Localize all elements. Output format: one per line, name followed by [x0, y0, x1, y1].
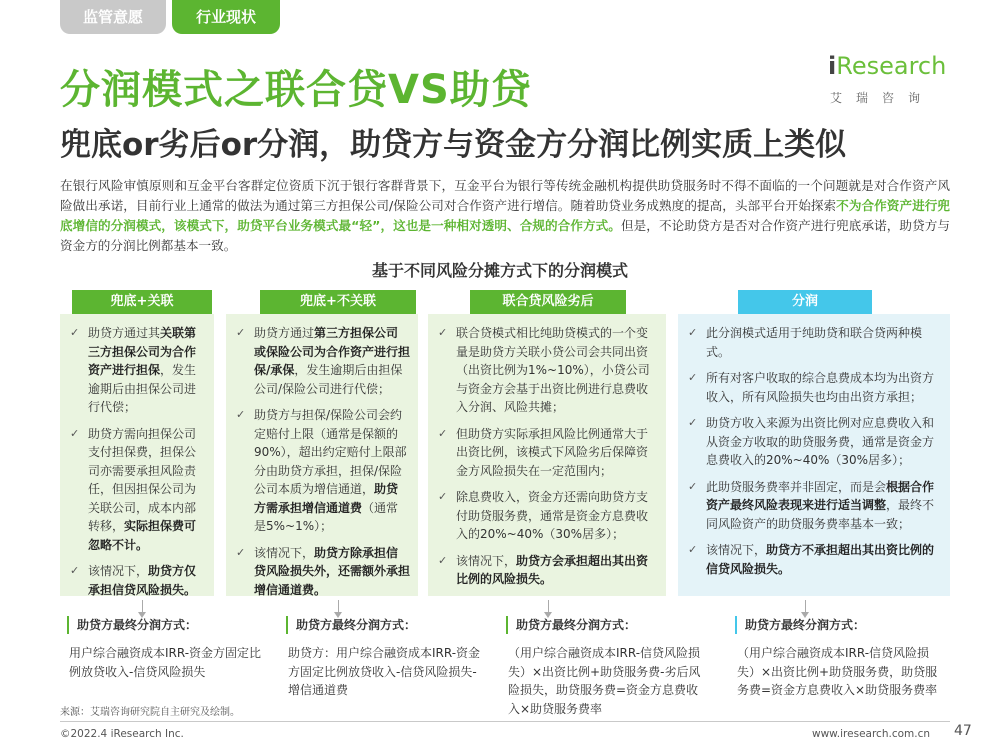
down-arrow-icon: [805, 600, 806, 614]
tab-regulatory[interactable]: 监管意愿: [60, 0, 166, 34]
check-icon: ✓: [236, 408, 246, 421]
bullet-item: [236, 544, 410, 600]
column-header-2: 兜底+不关联: [260, 290, 416, 314]
logo-brand: Research: [836, 52, 947, 80]
bullet-list: [70, 324, 206, 607]
column-header-3: 联合贷风险劣后: [470, 290, 626, 314]
final-method-text: 用户综合融资成本IRR-资金方固定比例放贷收入-信贷风险损失: [69, 646, 262, 679]
final-method-text: （用户综合融资成本IRR-信贷风险损失）×出资比例+助贷服务费，助贷服务费=资金方息费收入×助贷服务费率: [737, 646, 938, 697]
intro-part1: 在银行风险审慎原则和互金平台客群定位资质下沉于银行客群背景下，互金平台为银行等传统金融机构提供助贷服务时不得不面临的一个问题就是对合作资产风险做出承诺，目前行业上通常的做法为通过第三方担保公司/保险公司对合作资产进行增信。随着助贷业务成熟度的提高，头部平台开始探索: [60, 178, 950, 213]
check-icon: ✓: [236, 545, 246, 559]
bullet-list: [688, 324, 942, 586]
final-method-label: 助贷方最终分润方式：: [735, 616, 940, 634]
bullet-emphasis: 关联第三方担保公司为合作资产进行担保: [88, 326, 197, 377]
check-icon: ✓: [438, 326, 448, 339]
bullet-item: [688, 324, 942, 361]
bullet-item: [688, 541, 942, 578]
logo-cn: 艾瑞咨询: [830, 91, 935, 105]
bullet-item: [438, 488, 658, 544]
bullet-text: ，发生逾期后由担保公司进行代偿；: [88, 363, 197, 414]
bullet-text: 所有对客户收取的综合息费成本均为出资方收入，所有风险损失也均由出资方承担；: [706, 371, 935, 404]
bullet-text: 该情况下，: [706, 543, 767, 557]
bullet-item: [438, 324, 658, 417]
bullet-emphasis: 实际担保费可忽略不计。: [88, 519, 197, 552]
iresearch-logo: [828, 52, 954, 112]
final-method-text: 助贷方：用户综合融资成本IRR-资金方固定比例放贷收入-信贷风险损失-增信通道费: [288, 646, 481, 697]
final-method-3: [506, 616, 706, 718]
bullet-text: 助贷方与担保/保险公司会约定赔付上限（通常是保额的90%），超出约定赔付上限部分由助贷方承担，担保/保险公司本质为增信通道，: [254, 408, 407, 496]
bullet-text: （通常是5%~1%）；: [254, 500, 399, 533]
bullet-emphasis: 助贷方不承担超出其出资比例的信贷风险损失。: [706, 543, 935, 576]
footer-divider: [60, 721, 950, 722]
down-arrow-icon: [548, 600, 549, 614]
bullet-item: [688, 478, 942, 534]
source-note: 来源：艾瑞咨询研究院自主研究及绘制。: [60, 707, 240, 718]
final-method-label: 助贷方最终分润方式：: [506, 616, 706, 634]
bullet-emphasis: 助贷方需承担增信通道费: [254, 482, 399, 515]
page-number: 47: [954, 723, 972, 739]
final-method-1: [67, 616, 262, 681]
check-icon: ✓: [438, 426, 448, 440]
bullet-item: [688, 369, 942, 406]
intro-paragraph: [60, 176, 950, 256]
down-arrow-icon: [338, 600, 339, 614]
check-icon: ✓: [70, 426, 80, 440]
bullet-text: 助贷方通过其: [88, 326, 161, 340]
bullet-item: [236, 324, 410, 398]
check-icon: ✓: [688, 371, 698, 384]
final-method-2: [286, 616, 481, 700]
bullet-text: 助贷方需向担保公司支付担保费，担保公司亦需要承担风险责任，但因担保公司为关联公司，成本内部转移，: [88, 426, 197, 533]
bullet-text: 除息费收入，资金方还需向助贷方支付助贷服务费，通常是资金方息费收入的20%~40%（30%居多）；: [456, 490, 649, 541]
page-subtitle: 兜底or劣后or分润，助贷方与资金方分润比例实质上类似: [60, 127, 847, 163]
bullet-text: 联合贷模式相比纯助贷模式的一个变量是助贷方关联小贷公司会共同出资（出资比例为1%~10%），小贷公司与资金方会基于出资比例进行息费收入分润、风险共摊；: [456, 326, 650, 414]
bullet-item: [70, 425, 206, 555]
final-method-label: 助贷方最终分润方式：: [286, 616, 481, 634]
bullet-list: [236, 324, 410, 607]
page-title: 分润模式之联合贷VS助贷: [60, 67, 532, 113]
column-box-4: [678, 314, 950, 596]
column-header-4: 分润: [738, 290, 872, 314]
check-icon: ✓: [236, 326, 246, 339]
table-title: 基于不同风险分摊方式下的分润模式: [371, 261, 628, 280]
final-method-label: 助贷方最终分润方式：: [67, 616, 262, 634]
intro-part2: 但是，不论助贷方是否对合作资产进行兜底承诺，助贷方与资金方的分润比例都基本一致。: [60, 218, 951, 253]
check-icon: ✓: [438, 553, 448, 567]
column-box-2: [226, 314, 418, 596]
bullet-emphasis: 助贷方会承担超出其出资比例的风险损失。: [456, 553, 649, 586]
bullet-text: ，最终不同风险资产的助贷服务费率基本一致；: [706, 498, 935, 531]
check-icon: ✓: [70, 564, 80, 577]
bullet-text: 该情况下，: [254, 545, 315, 560]
bullet-text: ，发生逾期后由担保公司/保险公司进行代偿；: [254, 363, 403, 396]
column-header-1: 兜底+关联: [72, 290, 212, 314]
bullet-item: [438, 552, 658, 589]
bullet-text: 此助贷服务费率并非固定，而是会: [706, 479, 887, 494]
section-tabs: [60, 0, 280, 34]
bullet-emphasis: 根据合作资产最终风险表现来进行适当调整: [706, 479, 935, 512]
bullet-emphasis: 助贷方仅承担信贷风险损失。: [88, 564, 197, 597]
bullet-item: [688, 414, 942, 470]
check-icon: ✓: [438, 490, 448, 503]
check-icon: ✓: [688, 416, 698, 429]
check-icon: ✓: [688, 326, 698, 339]
check-icon: ✓: [688, 479, 698, 493]
bullet-list: [438, 324, 658, 597]
tab-industry-status[interactable]: 行业现状: [172, 0, 280, 34]
column-box-1: [60, 314, 214, 596]
bullet-item: [438, 425, 658, 481]
check-icon: ✓: [70, 326, 80, 339]
final-method-text: （用户综合融资成本IRR-信贷风险损失）×出资比例+助贷服务费-劣后风险损失，助贷服务费=资金方息费收入×助贷服务费率: [508, 646, 701, 716]
down-arrow-icon: [142, 600, 143, 614]
copyright: ©2022.4 iResearch Inc.: [60, 728, 184, 740]
final-method-4: [735, 616, 940, 700]
bullet-text: 该情况下，: [456, 553, 517, 568]
bullet-item: [236, 406, 410, 536]
bullet-emphasis: 助贷方除承担信贷风险损失外，还需额外承担增信通道费。: [254, 545, 411, 597]
bullet-text: 助贷方通过: [254, 326, 315, 340]
bullet-text: 但助贷方实际承担风险比例通常大于出资比例，该模式下风险劣后保障资金方风险损失在一定范围内；: [456, 426, 649, 478]
logo-i: i: [828, 52, 837, 80]
check-icon: ✓: [688, 543, 698, 556]
bullet-text: 此分润模式适用于纯助贷和联合贷两种模式。: [706, 326, 923, 359]
bullet-emphasis: 第三方担保公司或保险公司为合作资产进行担保/承保: [254, 326, 411, 377]
footer-url[interactable]: www.iresearch.com.cn: [812, 728, 931, 740]
column-box-3: [428, 314, 666, 596]
bullet-text: 助贷方收入来源为出资比例对应息费收入和从资金方收取的助贷服务费，通常是资金方息费收入的20%~40%（30%居多）；: [706, 416, 935, 467]
bullet-item: [70, 324, 206, 417]
bullet-item: [70, 562, 206, 599]
bullet-text: 该情况下，: [88, 564, 149, 578]
intro-highlight: 不为合作资产进行兜底增信的分润模式，该模式下，助贷平台业务模式最“轻”，这也是一种相对透明、合规的合作方式。: [60, 198, 950, 233]
